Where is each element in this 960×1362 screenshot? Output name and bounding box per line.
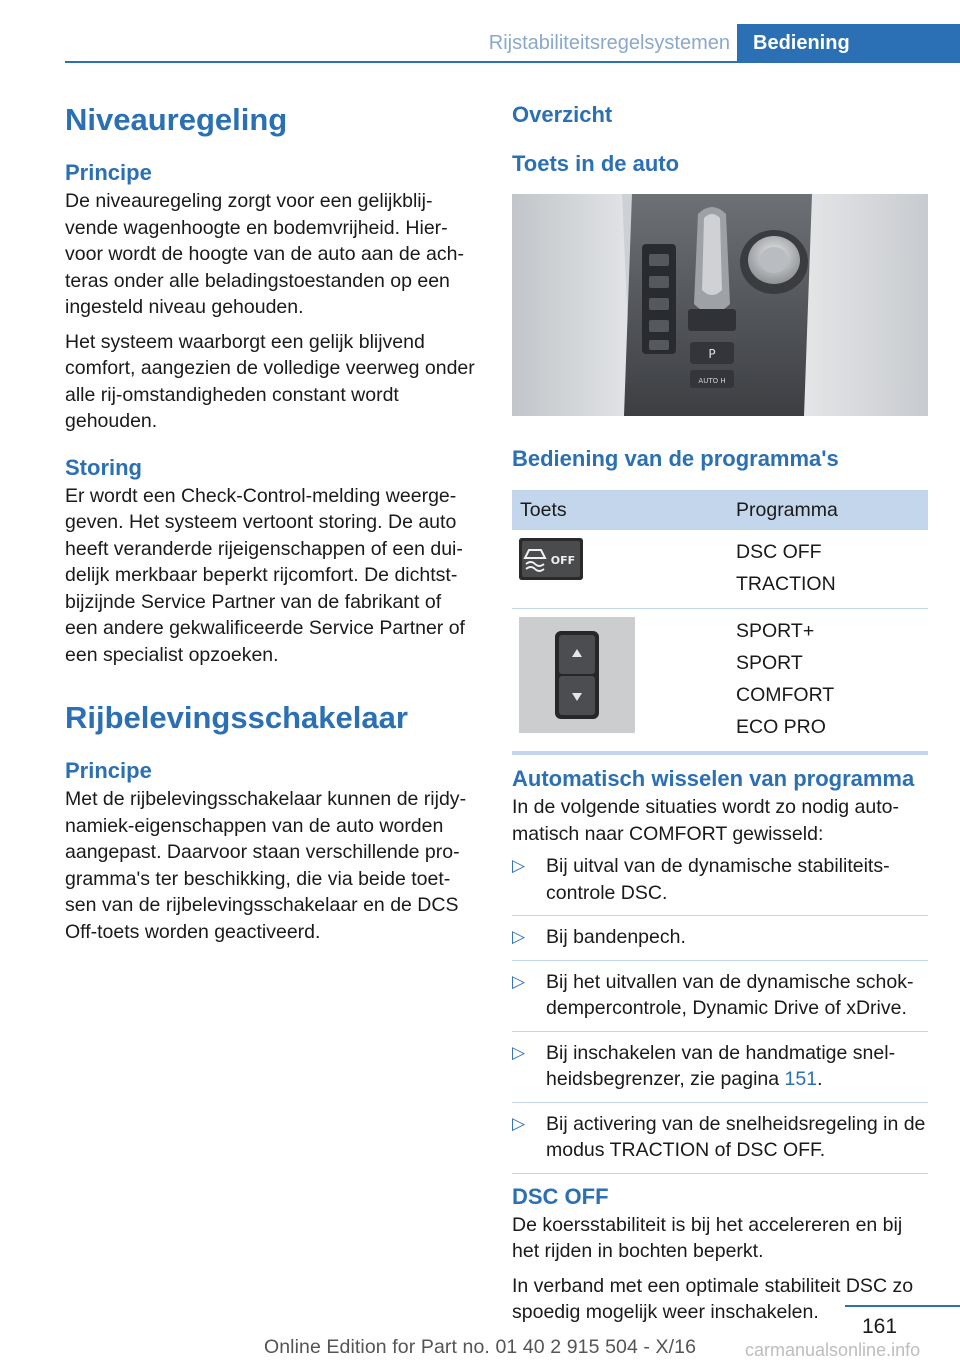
left-column	[65, 100, 475, 945]
list-item: ▷ Bij het uitvallen van de dynamische schokdempercontrole, Dynamic Drive of xDrive.	[512, 969, 928, 1032]
program-eco-pro: ECO PRO	[736, 716, 826, 738]
heading-storing: Storing	[65, 454, 142, 480]
page-number: 161	[862, 1315, 898, 1338]
auto-hold-label: AUTO H	[698, 377, 726, 385]
paragraph-auto-intro: In de volgende situaties wordt zo nodig automatisch naar COMFORT gewisseld:	[512, 796, 900, 845]
dsc-off-icon-text: OFF	[550, 554, 576, 567]
running-header-tab: Bediening	[737, 24, 960, 63]
console-illustration	[512, 194, 928, 416]
heading-principe-2: Principe	[65, 758, 152, 783]
triangle-bullet-icon: ▷	[512, 1113, 526, 1133]
paragraph-storing: Er wordt een Check-Control-melding weergegeven. Het systeem vertoont storing. De auto heeft veranderde rijeigenschappen of een duidelijk merkbaar beperkt rijcomfort. De dichtstbijzijnde Service Partner van de fabrikant of een andere gekwalificeerde Service Partner of een specialist opzoeken.	[65, 484, 465, 666]
parking-brake-label: P	[708, 347, 716, 361]
driving-experience-switch-icon	[519, 617, 635, 733]
heading-overzicht: Overzicht	[512, 102, 613, 127]
watermark: carmanualsonline.info	[745, 1340, 921, 1360]
triangle-bullet-icon: ▷	[512, 1042, 526, 1062]
triangle-bullet-icon: ▷	[512, 856, 526, 875]
table-header	[512, 490, 928, 530]
heading-automatisch-wisselen: Automatisch wisselen van programma	[512, 766, 915, 791]
list-item: ▷ Bij uitval van de dynamische stabiliteitscontrole DSC.	[512, 853, 928, 916]
list-item: ▷ Bij inschakelen van de handmatige snelheidsbegrenzer, zie pagina 151.	[512, 1040, 928, 1103]
table-bottom-rule	[512, 751, 928, 755]
paragraph-rijbeleving-principe: Met de rijbelevingsschakelaar kunnen de rijdynamiek-eigenschappen van de auto worden aangepast. Daarvoor staan verschillende programma's ter beschikking, die via beide toetsen van de rijbelevingsschakelaar en de DCS Off-toets worden geactiveerd.	[65, 788, 467, 943]
edition-footer: Online Edition for Part no. 01 40 2 915 504 - X/16	[263, 1336, 697, 1358]
right-column-top	[512, 100, 928, 179]
dsc-off-button-icon	[519, 538, 583, 580]
program-dsc-off: DSC OFF	[736, 541, 822, 563]
page-number-rule	[845, 1305, 960, 1307]
program-traction: TRACTION	[736, 573, 836, 595]
program-comfort: COMFORT	[736, 684, 835, 706]
situations-list	[512, 853, 928, 1174]
program-sport-plus: SPORT+	[736, 620, 815, 642]
table-row	[512, 530, 928, 609]
console-photo	[512, 194, 928, 416]
right-column-table-heading	[512, 444, 928, 474]
table-header-toets: Toets	[520, 499, 567, 521]
table-header-programma: Programma	[736, 499, 838, 521]
triangle-bullet-icon: ▷	[512, 971, 526, 991]
paragraph-niveau-principe-2: Het systeem waarborgt een gelijk blijvend comfort, aangezien de volledige veerweg onder alle rij-omstandigheden constant wordt gehouden.	[65, 330, 475, 432]
header-rule	[65, 61, 960, 63]
heading-bediening-programmas: Bediening van de programma's	[512, 446, 839, 471]
paragraph-dsc-2: In verband met een optimale stabiliteit DSC zo spoedig mogelijk weer inschakelen.	[512, 1274, 914, 1323]
list-item: ▷ Bij bandenpech.	[512, 924, 928, 961]
program-sport: SPORT	[736, 652, 803, 674]
right-column-bottom	[512, 764, 928, 1326]
heading-toets-in-de-auto: Toets in de auto	[512, 151, 680, 176]
triangle-bullet-icon: ▷	[512, 927, 526, 946]
heading-principe-1: Principe	[65, 160, 152, 185]
heading-dsc-off: DSC OFF	[512, 1183, 609, 1209]
heading-niveauregeling: Niveauregeling	[65, 102, 288, 137]
paragraph-dsc-1: De koersstabiliteit is bij het accelereren en bij het rijden in bochten beperkt.	[512, 1213, 903, 1262]
page-link-151[interactable]: 151	[784, 1068, 818, 1090]
heading-rijbelevingsschakelaar: Rijbelevingsschakelaar	[65, 700, 408, 735]
list-item: ▷ Bij activering van de snelheidsregeling in de modus TRACTION of DSC OFF.	[512, 1111, 928, 1174]
running-header-section: Rijstabiliteitsregelsystemen	[488, 32, 730, 54]
program-table	[512, 490, 928, 755]
table-row	[512, 609, 928, 751]
paragraph-niveau-principe-1: De niveauregeling zorgt voor een gelijkblijvende wagenhoogte en bodemvrijheid. Hiervoor wordt de hoogte van de auto aan de achteras onder alle beladingstoestanden op een ingesteld niveau gehouden.	[65, 190, 464, 318]
